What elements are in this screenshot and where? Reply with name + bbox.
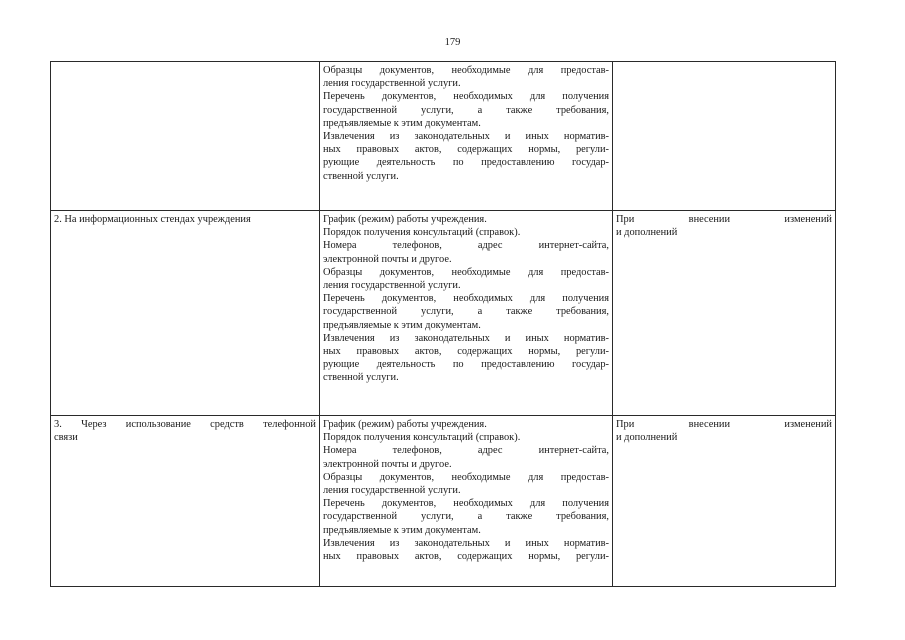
table-row <box>51 211 836 416</box>
content-line: Образцы документов, необходимые для предостав- <box>323 471 609 483</box>
content-line: График (режим) работы учреждения. <box>323 419 487 430</box>
place-cell <box>51 62 320 211</box>
content-wrap <box>323 418 609 563</box>
content-line: График (режим) работы учреждения. <box>323 214 487 225</box>
table-row <box>51 62 836 211</box>
content-line: Номера телефонов, адрес интернет-сайта, <box>323 240 609 252</box>
content-line: Перечень документов, необходимых для получения <box>323 293 609 305</box>
content-line: Образцы документов, необходимые для предостав- <box>323 65 609 76</box>
content-line: Порядок получения консультаций (справок). <box>323 432 521 444</box>
table-row <box>51 416 836 587</box>
content-line: предъявляемые к этим документам. <box>323 319 481 331</box>
content-line: Извлечения из законодательных и иных норматив- <box>323 131 609 143</box>
content-cell <box>320 62 613 211</box>
content-line: ления государственной услуги. <box>323 78 461 90</box>
content-line: предъявляемые к этим документам. <box>323 117 481 129</box>
content-line: государственной услуги, а также требования, <box>323 104 609 116</box>
place-line: связи <box>54 432 78 444</box>
frequency-line: При внесении изменений <box>616 419 832 430</box>
content-line: Порядок получения консультаций (справок). <box>323 227 521 239</box>
content-line: государственной услуги, а также требования, <box>323 511 609 523</box>
frequency-cell <box>613 62 836 211</box>
content-line: электронной почты и другое. <box>323 458 452 470</box>
content-line: ных правовых актов, содержащих нормы, регули- <box>323 144 609 156</box>
information-table <box>50 61 836 587</box>
content-cell <box>320 416 613 587</box>
content-line: Извлечения из законодательных и иных норматив- <box>323 332 609 344</box>
content-line: рующие деятельность по предоставлению государ- <box>323 359 609 371</box>
frequency-cell <box>613 211 836 416</box>
content-line: ления государственной услуги. <box>323 280 461 292</box>
place-cell <box>51 211 320 416</box>
place-line: 3. Через использование средств телефонной <box>54 419 316 430</box>
content-line: предъявляемые к этим документам. <box>323 524 481 536</box>
content-line: ления государственной услуги. <box>323 485 461 497</box>
content-line: Перечень документов, необходимых для получения <box>323 91 609 103</box>
content-line: ных правовых актов, содержащих нормы, регули- <box>323 551 609 563</box>
content-line: Извлечения из законодательных и иных норматив- <box>323 537 609 549</box>
place-cell <box>51 416 320 587</box>
content-line: ственной услуги. <box>323 372 399 384</box>
page-number: 179 <box>444 37 461 48</box>
content-line: Образцы документов, необходимые для предостав- <box>323 266 609 278</box>
content-line: государственной услуги, а также требования, <box>323 306 609 318</box>
content-line: Перечень документов, необходимых для получения <box>323 498 609 510</box>
frequency-line: и дополнений <box>616 227 678 239</box>
content-cell <box>320 211 613 416</box>
content-line: ных правовых актов, содержащих нормы, регули- <box>323 346 609 358</box>
place-text: 2. На информационных стендах учреждения <box>54 214 251 225</box>
content-line: Номера телефонов, адрес интернет-сайта, <box>323 445 609 457</box>
content-line: ственной услуги. <box>323 170 399 182</box>
frequency-cell <box>613 416 836 587</box>
content-line: рующие деятельность по предоставлению государ- <box>323 157 609 169</box>
content-line: электронной почты и другое. <box>323 253 452 265</box>
frequency-line: и дополнений <box>616 432 678 444</box>
frequency-line: При внесении изменений <box>616 214 832 225</box>
